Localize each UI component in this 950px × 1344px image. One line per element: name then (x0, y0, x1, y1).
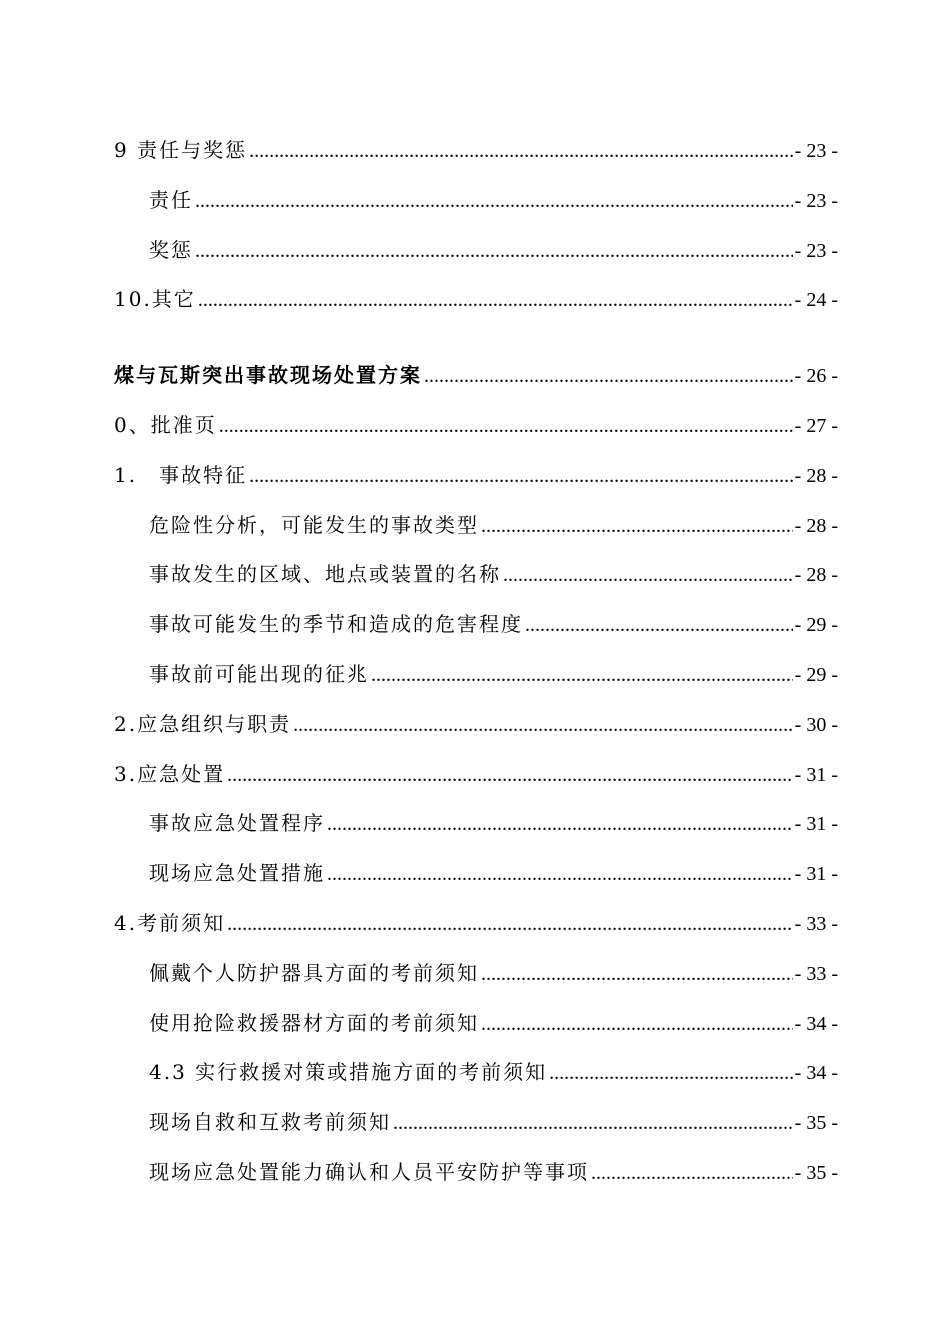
toc-leader-dots (293, 701, 793, 751)
toc-entry-page: - 29 - (794, 663, 838, 686)
toc-entry-title: 现场应急处置措施 (149, 861, 325, 886)
toc-leader-dots (327, 850, 793, 900)
toc-entry-warning-signs[interactable] (114, 650, 838, 700)
toc-leader-dots (227, 900, 793, 950)
toc-leader-dots (481, 950, 793, 1000)
toc-entry-title: 事故应急处置程序 (149, 811, 325, 836)
toc-leader-dots (424, 352, 793, 402)
toc-entry-emergency-organization[interactable] (114, 700, 838, 750)
toc-entry-title: 煤与瓦斯突出事故现场处置方案 (114, 363, 422, 388)
toc-entry-accident-location[interactable] (114, 550, 838, 600)
toc-entry-other[interactable] (114, 275, 838, 325)
toc-entry-emergency-response[interactable] (114, 750, 838, 800)
toc-entry-title: 4.3 实行救援对策或措施方面的考前须知 (149, 1060, 548, 1085)
toc-entry-responsibility[interactable] (114, 176, 838, 226)
toc-leader-dots (481, 502, 793, 552)
toc-entry-accident-features[interactable] (114, 451, 838, 501)
toc-entry-capability-confirmation[interactable] (114, 1148, 838, 1198)
toc-leader-dots (591, 1149, 793, 1199)
toc-entry-page: - 23 - (794, 189, 838, 212)
table-of-contents (114, 126, 838, 1198)
toc-entry-precautions[interactable] (114, 899, 838, 949)
toc-entry-page: - 23 - (794, 239, 838, 262)
toc-entry-page: - 31 - (794, 763, 838, 786)
toc-entry-risk-analysis[interactable] (114, 501, 838, 551)
toc-entry-title: 使用抢险救援器材方面的考前须知 (149, 1010, 479, 1035)
toc-leader-dots (327, 800, 793, 850)
toc-entry-page: - 24 - (794, 289, 838, 312)
toc-entry-title: 事故前可能出现的征兆 (149, 661, 369, 686)
toc-entry-page: - 27 - (794, 414, 838, 437)
toc-entry-page: - 23 - (794, 140, 838, 162)
toc-entry-page: - 31 - (794, 863, 838, 886)
toc-entry-page: - 28 - (794, 514, 838, 537)
toc-leader-dots (503, 551, 793, 601)
toc-leader-dots (195, 177, 793, 227)
toc-entry-title: 责任 (149, 187, 193, 212)
toc-entry-title: 4.考前须知 (114, 910, 226, 935)
toc-entry-page: - 34 - (794, 1062, 838, 1085)
toc-entry-protective-equipment[interactable] (114, 949, 838, 999)
toc-entry-page: - 35 - (794, 1112, 838, 1135)
toc-entry-title: 现场应急处置能力确认和人员平安防护等事项 (149, 1159, 589, 1184)
toc-entry-onsite-measures[interactable] (114, 849, 838, 899)
toc-entry-title: 事故可能发生的季节和造成的危害程度 (149, 612, 523, 637)
toc-entry-page: - 31 - (794, 813, 838, 836)
toc-entry-page: - 33 - (794, 962, 838, 985)
toc-leader-dots (393, 1099, 793, 1149)
toc-entry-response-procedure[interactable] (114, 799, 838, 849)
toc-leader-dots (195, 227, 793, 277)
toc-leader-dots (549, 1049, 793, 1099)
toc-leader-dots (371, 651, 793, 701)
toc-entry-page: - 29 - (794, 614, 838, 637)
toc-entry-rescue-equipment[interactable] (114, 999, 838, 1049)
toc-leader-dots (219, 402, 793, 452)
toc-leader-dots (249, 127, 793, 177)
toc-entry-title: 1. 事故特征 (114, 462, 248, 487)
toc-entry-page: - 28 - (794, 464, 838, 487)
toc-leader-dots (227, 751, 793, 801)
toc-entry-title: 佩戴个人防护器具方面的考前须知 (149, 960, 479, 985)
toc-entry-title: 0、批准页 (114, 412, 217, 437)
toc-entry-title: 奖惩 (149, 237, 193, 262)
toc-leader-dots (525, 601, 793, 651)
toc-entry-title: 危险性分析，可能发生的事故类型 (149, 512, 479, 537)
toc-leader-dots (198, 276, 793, 326)
toc-leader-dots (249, 452, 793, 502)
toc-entry-page: - 35 - (794, 1161, 838, 1184)
toc-entry-title: 2.应急组织与职责 (114, 711, 292, 736)
toc-entry-page: - 28 - (794, 564, 838, 587)
toc-entry-page: - 33 - (794, 912, 838, 935)
toc-entry-title: 事故发生的区域、地点或装置的名称 (149, 562, 501, 587)
toc-entry-outburst-plan[interactable] (114, 351, 838, 401)
toc-entry-season-harm[interactable] (114, 600, 838, 650)
toc-entry-page: - 34 - (794, 1012, 838, 1035)
toc-entry-responsibility-rewards[interactable] (114, 126, 838, 176)
toc-entry-title: 3.应急处置 (114, 761, 226, 786)
toc-entry-rescue-measures[interactable] (114, 1048, 838, 1098)
toc-entry-title: 10.其它 (114, 287, 196, 312)
toc-entry-page: - 30 - (794, 713, 838, 736)
toc-leader-dots (481, 1000, 793, 1050)
toc-entry-approval-page[interactable] (114, 401, 838, 451)
toc-entry-rewards[interactable] (114, 226, 838, 276)
toc-entry-title: 现场自救和互救考前须知 (149, 1110, 391, 1135)
toc-entry-page: - 26 - (794, 365, 838, 388)
toc-entry-self-rescue[interactable] (114, 1098, 838, 1148)
toc-entry-title: 9 责任与奖惩 (114, 138, 248, 162)
